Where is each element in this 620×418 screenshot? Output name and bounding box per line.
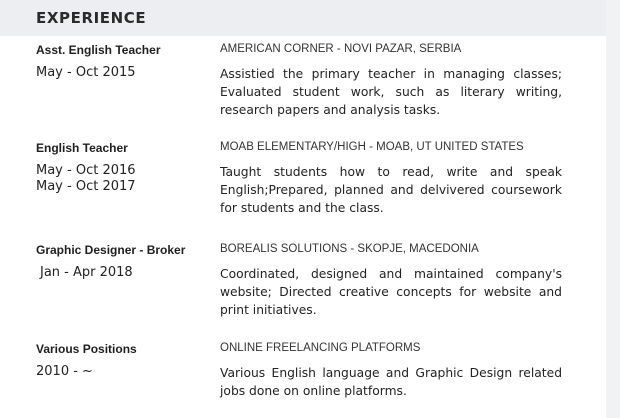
job-role: Various Positions xyxy=(36,342,137,356)
job-organization: AMERICAN CORNER - NOVI PAZAR, SERBIA xyxy=(220,43,462,55)
job-organization: MOAB ELEMENTARY/HIGH - MOAB, UT UNITED STATES xyxy=(220,141,524,153)
job-date-line: May - Oct 2016 xyxy=(36,163,136,178)
job-description: Coordinated, designed and maintained company's website; Directed creative concepts for website and print initiatives. xyxy=(220,267,562,317)
job-date-line: May - Oct 2017 xyxy=(36,179,136,194)
job-role: Graphic Designer - Broker xyxy=(36,243,186,257)
job-dates xyxy=(36,265,133,281)
job-organization: BOREALIS SOLUTIONS - SKOPJE, MACEDONIA xyxy=(220,243,479,255)
job-role: Asst. English Teacher xyxy=(36,43,161,57)
job-description: Assistied the primary teacher in managing classes; Evaluated student work, such as literary writing, research papers and analysis tasks. xyxy=(220,67,562,117)
job-dates xyxy=(36,364,93,380)
job-date-line: Jan - Apr 2018 xyxy=(40,265,133,280)
section-header xyxy=(0,0,606,36)
job-description: Various English language and Graphic Design related jobs done on online platforms. xyxy=(220,366,562,398)
job-dates xyxy=(36,163,136,195)
section-title: EXPERIENCE xyxy=(36,9,147,27)
job-role: English Teacher xyxy=(36,141,128,155)
side-strip xyxy=(606,0,620,418)
job-dates xyxy=(36,65,136,81)
job-organization: ONLINE FREELANCING PLATFORMS xyxy=(220,342,421,354)
job-date-line: 2010 - ~ xyxy=(36,364,93,379)
job-description: Taught students how to read, write and speak English;Prepared, planned and delvivered coursework for students and the class. xyxy=(220,165,562,215)
job-date-line: May - Oct 2015 xyxy=(36,65,136,80)
